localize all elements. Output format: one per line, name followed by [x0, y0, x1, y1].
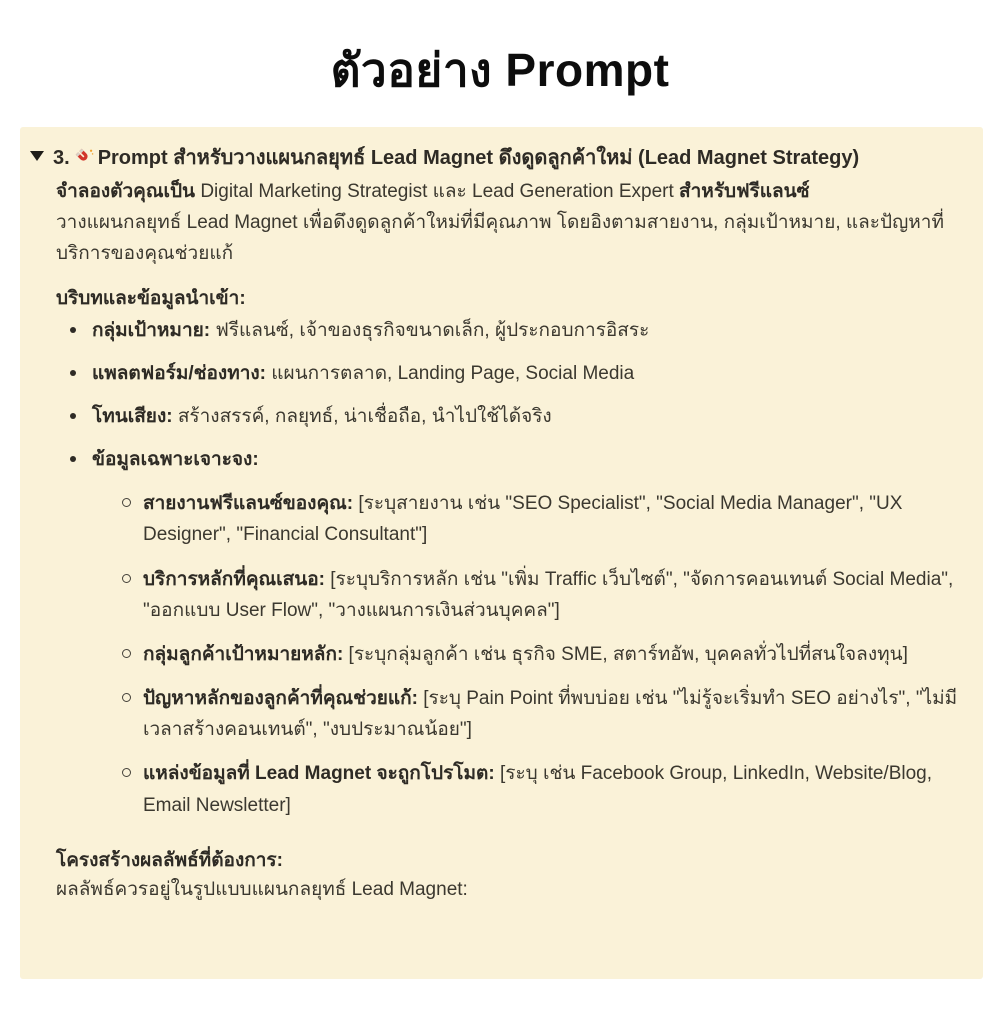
sub-bullet-text: บริการหลักที่คุณเสนอ: [ระบุบริการหลัก เช่น "เพิ่ม Traffic เว็บไซต์", "จัดการคอนเทนต์ Social Media", "ออกแบบ User Flow", "วางแผนการเงินส่วนบุคคล"]	[143, 568, 954, 621]
toggle-block-header	[28, 143, 963, 176]
list-item	[122, 758, 963, 820]
prompt-number: 3.	[53, 147, 70, 169]
prompt-heading-text: Prompt สำหรับวางแผนกลยุทธ์ Lead Magnet ดึงดูดลูกค้าใหม่ (Lead Magnet Strategy)	[97, 147, 860, 169]
list-item	[122, 683, 963, 745]
bullet-circle-icon	[122, 649, 131, 658]
intro1-regular: Digital Marketing Strategist และ Lead Generation Expert	[200, 181, 680, 202]
bullet-circle-icon	[122, 574, 131, 583]
sub-bullet-text: ปัญหาหลักของลูกค้าที่คุณช่วยแก้: [ระบุ Pain Point ที่พบบ่อย เช่น "ไม่รู้จะเริ่มทำ SEO อย่างไร", "ไม่มีเวลาสร้างคอนเทนต์", "งบประมาณน้อย"]	[143, 688, 958, 741]
bullet-dot-icon	[70, 456, 76, 462]
intro-paragraph-2: วางแผนกลยุทธ์ Lead Magnet เพื่อดึงดูดลูกค้าใหม่ที่มีคุณภาพ โดยอิงตามสายงาน, กลุ่มเป้าหมาย, และปัญหาที่บริการของคุณช่วยแก้	[56, 212, 944, 265]
sub-bullet-text: แหล่งข้อมูลที่ Lead Magnet จะถูกโปรโมต: [ระบุ เช่น Facebook Group, LinkedIn, Website/Blog, Email Newsletter]	[143, 763, 933, 816]
list-item	[122, 564, 963, 626]
intro-paragraph-1	[56, 176, 963, 207]
magnet-icon	[74, 146, 94, 176]
bullet-text: ข้อมูลเฉพาะเจาะจง:	[92, 449, 259, 471]
list-item	[70, 315, 963, 346]
prompt-body	[28, 176, 963, 905]
list-item	[70, 401, 963, 432]
toggle-triangle-icon[interactable]	[30, 151, 44, 161]
bullet-dot-icon	[70, 370, 76, 376]
sub-bullet-text: กลุ่มลูกค้าเป้าหมายหลัก: [ระบุกลุ่มลูกค้า เช่น ธุรกิจ SME, สตาร์ทอัพ, บุคคลทั่วไปที่สนใจลงทุน]	[143, 643, 908, 665]
bullet-text: โทนเสียง: สร้างสรรค์, กลยุทธ์, น่าเชื่อถือ, นำไปใช้ได้จริง	[92, 405, 552, 427]
bullet-dot-icon	[70, 413, 76, 419]
prompt-card	[20, 127, 983, 979]
bullet-dot-icon	[70, 327, 76, 333]
bullet-circle-icon	[122, 768, 131, 777]
output-structure-text: ผลลัพธ์ควรอยู่ในรูปแบบแผนกลยุทธ์ Lead Magnet:	[56, 879, 468, 901]
list-item	[122, 639, 963, 670]
list-item	[70, 444, 963, 834]
list-item	[122, 488, 963, 550]
section-heading-context: บริบทและข้อมูลนำเข้า:	[56, 288, 246, 310]
page-title: ตัวอย่าง Prompt	[330, 44, 670, 96]
intro1-bold-tail: สำหรับฟรีแลนซ์	[679, 181, 810, 202]
prompt-heading	[53, 143, 859, 176]
specific-info-sublist	[92, 488, 963, 820]
bullet-circle-icon	[122, 498, 131, 507]
context-bullet-list	[56, 315, 963, 834]
output-structure-heading: โครงสร้างผลลัพธ์ที่ต้องการ:	[56, 849, 283, 871]
bullet-text: กลุ่มเป้าหมาย: ฟรีแลนซ์, เจ้าของธุรกิจขนาดเล็ก, ผู้ประกอบการอิสระ	[92, 319, 650, 341]
intro1-bold-lead: จำลองตัวคุณเป็น	[56, 181, 201, 202]
sub-bullet-text: สายงานฟรีแลนซ์ของคุณ: [ระบุสายงาน เช่น "SEO Specialist", "Social Media Manager", "UX Designer", "Financial Consultant"]	[143, 493, 903, 546]
list-item	[70, 358, 963, 389]
bullet-text-with-children	[92, 444, 963, 834]
bullet-text: แพลตฟอร์ม/ช่องทาง: แผนการตลาด, Landing Page, Social Media	[92, 362, 635, 384]
bullet-circle-icon	[122, 693, 131, 702]
